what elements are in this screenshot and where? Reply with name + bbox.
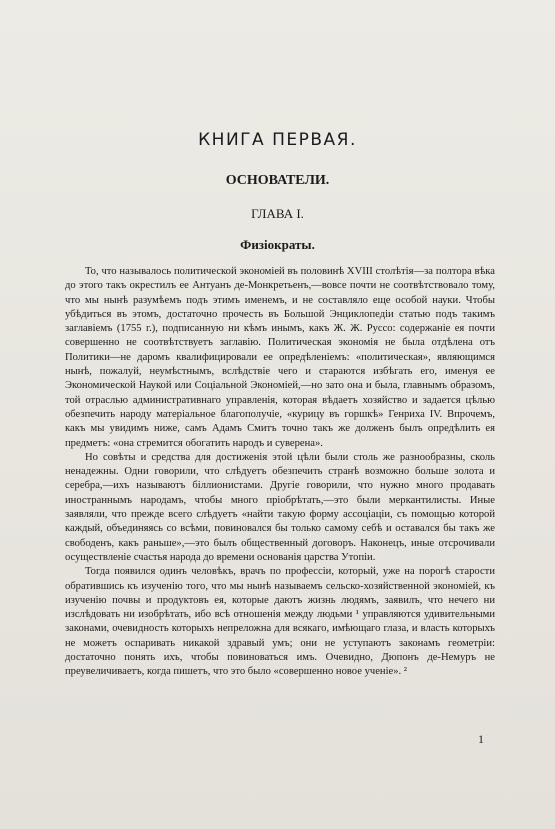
chapter-title: Физiократы. [240, 237, 315, 252]
part-title: ОСНОВАТЕЛИ. [225, 173, 330, 188]
page-number: 1 [478, 732, 484, 746]
paragraph-2: Но совѣты и средства для достиженiя этой цѣли были столь же разнообразны, сколь ненадежны. Одни говорили, что слѣдуетъ обезпечить странѣ возможно больше золота и серебра,—ихъ называютъ бiллионистами. Другiе говорили, что нужно много продавать иностраннымъ народамъ, чтобы много прiобрѣтать,—это были меркантилисты. Иные заявляли, что прежде всего слѣдуетъ «найти такую форму ассоцiацiи, съ помощью которой каждый, объединяясь со всѣми, повиновался бы только самому себѣ и оставался бы такъ же свободенъ, какъ раньше»,—это былъ общественный договоръ. Наконецъ, иные отсрочивали осуществленiе счастья народа до времени основанiя царства Утопiи. [65, 451, 495, 563]
book-title: КНИГА ПЕРВАЯ. [198, 130, 357, 150]
paragraph-1: То, что называлось политической экономiей въ половинѣ XVIII столѣтiя—за полтора вѣка до этого такъ окрестилъ ее Антуанъ де-Монкретьенъ,—вовсе почти не соотвѣтствовало тому, что мы нынѣ разумѣемъ подъ этимъ именемъ, и не составляло еще особой науки. Чтобы убѣдиться въ этомъ, достаточно прочесть въ Большой Энциклопедiи статью подъ такимъ заглавiемъ (1755 г.), подписанную ни кѣмъ инымъ, какъ Ж. Ж. Руссо: содержанiе ея почти совершенно не соотвѣтствуетъ заглавiю. Политическая экономiя не была отдѣлена отъ Политики—не даромъ квалифицировали ее опредѣленiемъ: «политическая», являющимся нынѣ, пожалуй, неумѣстнымъ, вслѣдствiе чего и стараются избѣгать его, именуя ее Экономической Наукой или Соцiальной Экономiей,—но зато она и была, главнымъ образомъ, той отраслью административнаго управленiя, которая вѣдаетъ хозяйство и задается цѣлью обезпечить народу матерiальное благополучiе, «курицу въ горшкѣ» Генриха IV. Впрочемъ, какъ мы увидимъ ниже, самъ Адамъ Смитъ точно такъ же долженъ былъ опредѣлить ея предметъ: «она стремится обогатить народъ и суверена». [65, 266, 495, 449]
chapter-number: ГЛАВА I. [251, 206, 304, 221]
body-text [65, 265, 495, 680]
paragraph-3: Тогда появился одинъ человѣкъ, врачъ по профессiи, который, уже на порогѣ старости обратившись къ изученiю того, что мы нынѣ называемъ сельско-хозяйственной экономiей, къ изученiю почвы и продуктовъ ея, которые даютъ жизнь людямъ, заявилъ, что нечего ни изслѣдовать ни изобрѣтать, ибо всѣ отношенiя между людьми ¹ управляются удивительными законами, очевидность которыхъ непреложна для всякаго, имѣющаго глаза, и власть которыхъ не можетъ оспаривать никакой здравый умъ; они не уступаютъ законамъ геометрiи: достаточно понять ихъ, чтобы повиноваться имъ. Очевидно, Дюпонъ де-Немуръ не преувеличиваетъ, когда пишетъ, что это было «совершенно новое ученiе». ² [65, 566, 495, 678]
